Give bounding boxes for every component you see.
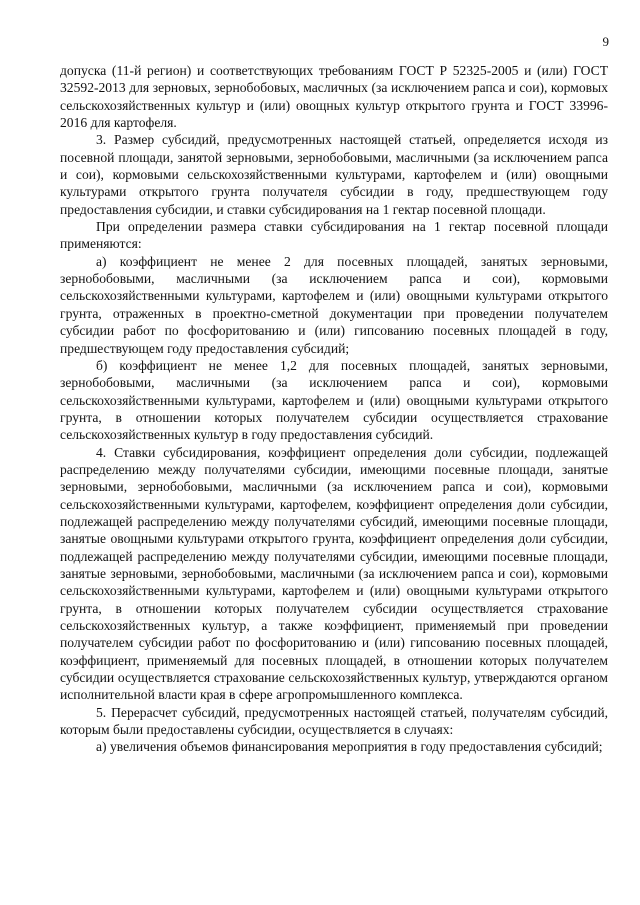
paragraph-subitem-a: а) коэффициент не менее 2 для посевных площадей, занятых зерновыми, зернобобовыми, масличными (за исключением рапса и сои), кормовыми сельскохозяйственными культурами, картофелем и (или) овощными культурами открытого грунта, отраженных в проектно-сметной документации при проведении получателем субсидии работ по фосфоритованию и (или) гипсованию посевных площадей в году, предшествующем году предоставления субсидий;	[60, 253, 608, 356]
paragraph-item-3: 3. Размер субсидий, предусмотренных настоящей статьей, определяется исходя из посевной площади, занятой зерновыми, зернобобовыми, масличными (за исключением рапса и сои), кормовыми сельскохозяйственными культурами, картофелем и (или) овощными культурами открытого грунта получателя субсидии в году, предшествующем году предоставления субсидии, и ставки субсидирования на 1 гектар посевной площади.	[60, 132, 608, 217]
document-body	[60, 62, 608, 756]
paragraph-continuation: допуска (11-й регион) и соответствующих требованиям ГОСТ Р 52325-2005 и (или) ГОСТ 32592-2013 для зерновых, зернобобовых, масличных (за исключением рапса и сои), кормовых сельскохозяйственных культур и (или) овощных культур открытого грунта и ГОСТ 33996-2016 для картофеля.	[60, 63, 608, 131]
paragraph-subitem-b: б) коэффициент не менее 1,2 для посевных площадей, занятых зерновыми, зернобобовыми, масличными (за исключением рапса и сои), кормовыми сельскохозяйственными культурами, картофелем и (или) овощными культурами открытого грунта, в отношении которых получателем субсидии осуществляется страхование сельскохозяйственных культур в году предоставления субсидий.	[60, 357, 608, 443]
paragraph-item-5: 5. Перерасчет субсидий, предусмотренных настоящей статьей, получателям субсидий, которым были предоставлены субсидии, осуществляется в случаях:	[60, 704, 608, 738]
paragraph-rate-intro: При определении размера ставки субсидирования на 1 гектар посевной площади применяются:	[60, 219, 608, 252]
paragraph-item-5-subitem-a: а) увеличения объемов финансирования мероприятия в году предоставления субсидий;	[96, 739, 603, 755]
paragraph-item-4: 4. Ставки субсидирования, коэффициент определения доли субсидии, подлежащей распределению между получателями субсидии, имеющими посевные площади, занятые зерновыми, зернобобовыми, масличными (за исключением рапса и сои), кормовыми сельскохозяйственными культурами, картофелем, коэффициент определения доли субсидии, подлежащей распределению между получателями субсидий, имеющими посевные площади, занятые овощными культурами открытого грунта, коэффициент определения доли субсидии, подлежащей распределению между получателями субсидии, имеющими посевные площади, занятые зерновыми, зернобобовыми, масличными (за исключением рапса и сои), кормовыми сельскохозяйственными культурами, картофелем и (или) овощными культурами открытого грунта, в отношении которых получателем субсидии осуществляется страхование сельскохозяйственных культур, а также коэффициент, применяемый при проведении получателем субсидии работ по фосфоритованию и (или) гипсованию посевных площадей, коэффициент, применяемый для посевных площадей, в отношении которых получателем субсидии осуществляется страхование сельскохозяйственных культур, утверждаются органом исполнительной власти края в сфере агропромышленного комплекса.	[60, 444, 608, 703]
page-number: 9	[602, 34, 609, 49]
